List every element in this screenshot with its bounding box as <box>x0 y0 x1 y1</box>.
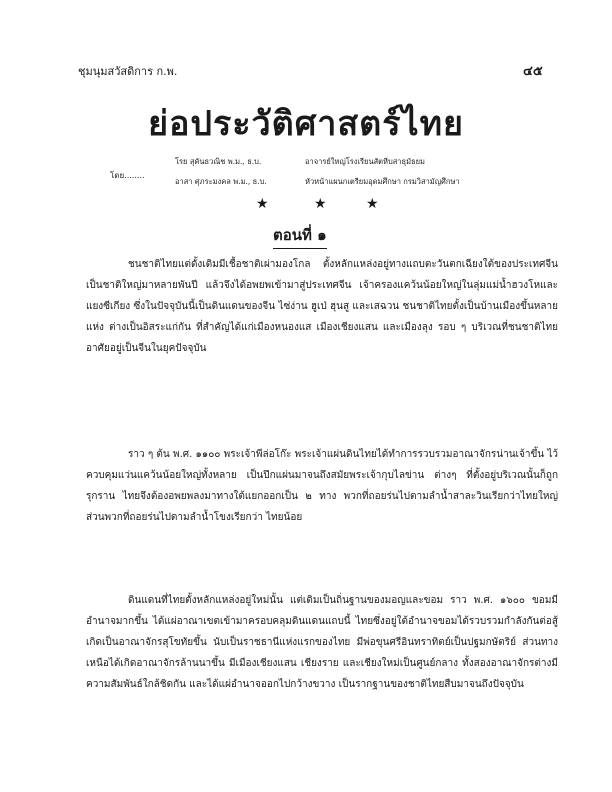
author-role: อาจารย์ใหญ่โรงเรียนสัตหีบสาธุมัธยม <box>305 157 425 166</box>
author-name: โรย สุคันธวณิช พ.ม., ธ.บ. <box>175 157 262 166</box>
episode-title: ตอนที่ ๑ <box>273 223 327 249</box>
page-number: ๔๕ <box>523 64 543 79</box>
author-role: หัวหน้าแผนกเตรียมอุดมศึกษา กรมวิสามัญศึกษา <box>305 177 460 186</box>
star-separator-icon: ★ <box>314 196 327 212</box>
body-paragraph: ชนชาติไทยแต่ดั้งเดิมมีเชื้อชาติเผ่ามองโกล ตั้งหลักแหล่งอยู่ทางแถบตะวันตกเฉียงใต้ของประเทศจีน เป็นชาติใหญ่มาหลายพันปี แล้วจึงได้อพยพเข้ามาสู่ประเทศจีน เจ้าครองแคว้นน้อยใหญ่ในลุ่มแม่น้ำฮวงโหและแยงซีเกียง ซึ่งในปัจจุบันนี้เป็นดินแดนของจีน ไซ่ง่าน ฮูเป่ ฮุนสู และเสฉวน ชนชาติไทยตั้งเป็นบ้านเมืองขึ้นหลายแห่ง ต่างเป็นอิสระแก่กัน ที่สำคัญได้แก่เมืองหนองแส เมืองเชียงแสน และเมืองลุง รอบ ๆ บริเวณที่ชนชาติไทยอาศัยอยู่เป็นจีนในยุคปัจจุบัน <box>86 259 558 354</box>
author-name: อาสา ศุภระมงคล พ.ม., ธ.บ. <box>175 177 267 186</box>
byline-label: โดย........ <box>110 171 145 180</box>
article-title: ย่อประวัติศาสตร์ไทย <box>148 104 464 144</box>
body-paragraph: ราว ๆ ต้น พ.ศ. ๑๑๐๐ พระเจ้าพีล่อโก๊ะ พระเจ้าแผ่นดินไทยได้ทำการรวบรวมอาณาจักรน่านเจ้าขึ้น ไว้ควบคุมแว่นแคว้นน้อยใหญ่ทั้งหลาย เป็นปึกแผ่นมาจนถึงสมัยพระเจ้ากุบไลข่าน ต่างๆ ที่ตั้งอยู่บริเวณนั้นก็ถูกรุกราน ไทยจึงต้องอพยพลงมาทางใต้แยกออกเป็น ๒ ทาง พวกที่ถอยร่นไปตามลำน้ำสาละวินเรียกว่าไทยใหญ่ ส่วนพวกที่ถอยร่นไปตามลำน้ำโขงเรียกว่า ไทยน้อย <box>86 449 558 523</box>
star-separator-icon: ★ <box>256 196 269 212</box>
star-separator-icon: ★ <box>366 196 379 212</box>
publication-header: ชุมนุมสวัสดิการ ก.พ. <box>78 65 178 78</box>
body-paragraph: ดินแดนที่ไทยตั้งหลักแหล่งอยู่ใหม่นั้น แต่เดิมเป็นถิ่นฐานของมอญและขอม ราว พ.ศ. ๑๖๐๐ ขอมมีอำนาจมากขึ้น ได้แผ่อาณาเขตเข้ามาครอบคลุมดินแดนแถบนี้ ไทยซึ่งอยู่ใต้อำนาจขอมได้รวบรวมกำลังกันต่อสู้ เกิดเป็นอาณาจักรสุโขทัยขึ้น นับเป็นราชธานีแห่งแรกของไทย มีพ่อขุนศรีอินทราทิตย์เป็นปฐมกษัตริย์ ส่วนทางเหนือได้เกิดอาณาจักรล้านนาขึ้น มีเมืองเชียงแสน เชียงราย และเชียงใหม่เป็นศูนย์กลาง ทั้งสองอาณาจักรต่างมีความสัมพันธ์ใกล้ชิดกัน และได้แผ่อำนาจออกไปกว้างขวาง เป็นรากฐานของชาติไทยสืบมาจนถึงปัจจุบัน <box>86 595 558 690</box>
